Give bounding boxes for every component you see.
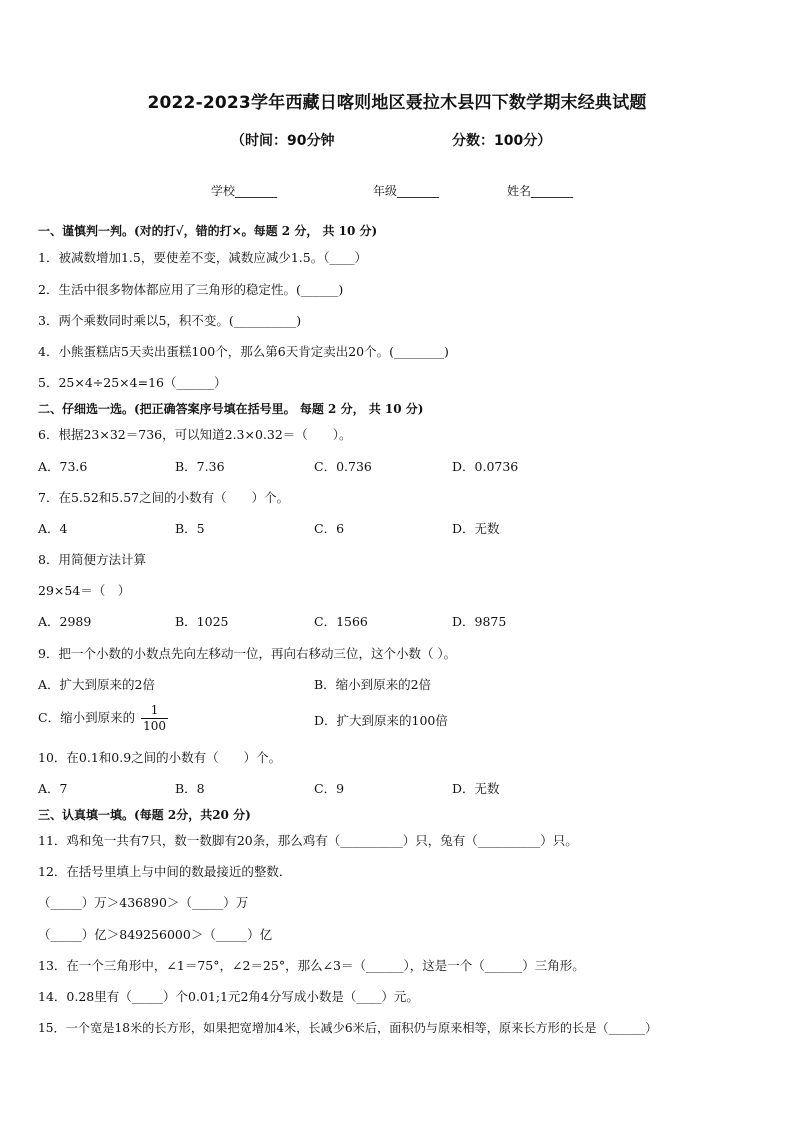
question-7: 7．在5.52和5.57之间的小数有（ ）个。 [38, 490, 290, 505]
school-field-label: 学校_______ [211, 184, 278, 198]
question-9-option-d: D．扩大到原来的100倍 [314, 713, 448, 728]
question-8-option-d: D．9875 [452, 614, 507, 629]
question-15: 15．一个宽是18米的长方形，如果把宽增加4米，长减少6米后，面积仍与原来相等，原来长方形的长是（______） [38, 1021, 658, 1035]
fraction-numerator: 1 [141, 703, 168, 719]
exam-time: （时间：90分钟 [231, 133, 335, 149]
question-10-option-a: A．7 [38, 781, 68, 796]
question-12-line-2: （_____）亿＞849256000＞（_____）亿 [38, 927, 273, 942]
section-3-heading: 三、认真填一填。(每题 2分，共20 分) [38, 808, 251, 822]
fraction-denominator: 100 [143, 719, 166, 733]
question-9-option-a: A．扩大到原来的2倍 [38, 677, 155, 692]
question-10-option-b: B．8 [175, 781, 205, 796]
section-2-heading: 二、仔细选一选。(把正确答案序号填在括号里。 每题 2 分， 共 10 分) [38, 402, 424, 416]
question-6-option-c: C．0.736 [314, 459, 372, 474]
grade-field-label: 年级_______ [373, 184, 440, 198]
question-12: 12．在括号里填上与中间的数最接近的整数． [38, 864, 292, 879]
question-5: 5．25×4÷25×4=16（______） [38, 375, 227, 390]
question-13: 13．在一个三角形中，∠1＝75°，∠2＝25°，那么∠3＝（______），这是一个（______）三角形。 [38, 958, 585, 973]
question-1: 1．被减数增加1.5，要使差不变，减数应减少1.5。（____） [38, 250, 367, 265]
question-7-option-a: A．4 [38, 521, 68, 536]
question-8-expression: 29×54＝（ ） [38, 583, 131, 598]
question-6-option-b: B．7.36 [175, 459, 225, 474]
question-3: 3．两个乘数同时乘以5，积不变。(__________) [38, 313, 302, 328]
question-11: 11．鸡和兔一共有7只，数一数脚有20条，那么鸡有（__________）只，兔有（__________）只。 [38, 833, 578, 848]
question-7-option-c: C．6 [314, 521, 345, 536]
fraction-one-hundredth [141, 703, 168, 734]
section-1-heading: 一、谨慎判一判。(对的打√，错的打×。每题 2 分， 共 10 分) [38, 224, 378, 238]
exam-title: 2022-2023学年西藏日喀则地区聂拉木县四下数学期末经典试题 [147, 93, 647, 113]
question-6: 6．根据23×32＝736，可以知道2.3×0.32＝（ ）。 [38, 427, 352, 442]
question-2: 2．生活中很多物体都应用了三角形的稳定性。(______) [38, 282, 344, 297]
question-10-option-d: D．无数 [452, 781, 500, 796]
question-8-option-b: B．1025 [175, 614, 229, 629]
exam-score: 分数：100分） [452, 133, 552, 149]
question-7-option-b: B．5 [175, 521, 205, 536]
name-field-label: 姓名_______ [507, 184, 574, 198]
question-10: 10．在0.1和0.9之间的小数有（ ）个。 [38, 750, 282, 765]
question-6-option-d: D．0.0736 [452, 459, 519, 474]
question-6-option-a: A．73.6 [38, 459, 88, 474]
question-8-option-c: C．1566 [314, 614, 368, 629]
question-4: 4．小熊蛋糕店5天卖出蛋糕100个，那么第6天肯定卖出20个。(________) [38, 344, 449, 359]
question-9-option-c-text: C．缩小到原来的 [38, 710, 136, 725]
question-14: 14．0.28里有（_____）个0.01;1元2角4分写成小数是（____）元。 [38, 989, 419, 1004]
question-9: 9．把一个小数的小数点先向左移动一位，再向右移动三位，这个小数（ ）。 [38, 646, 457, 661]
question-7-option-d: D．无数 [452, 521, 500, 536]
question-8: 8．用简便方法计算 [38, 552, 146, 567]
question-12-line-1: （_____）万＞436890＞（_____）万 [38, 895, 249, 910]
question-9-option-c [38, 703, 168, 734]
question-10-option-c: C．9 [314, 781, 345, 796]
question-8-option-a: A．2989 [38, 614, 92, 629]
question-9-option-b: B．缩小到原来的2倍 [314, 677, 432, 692]
